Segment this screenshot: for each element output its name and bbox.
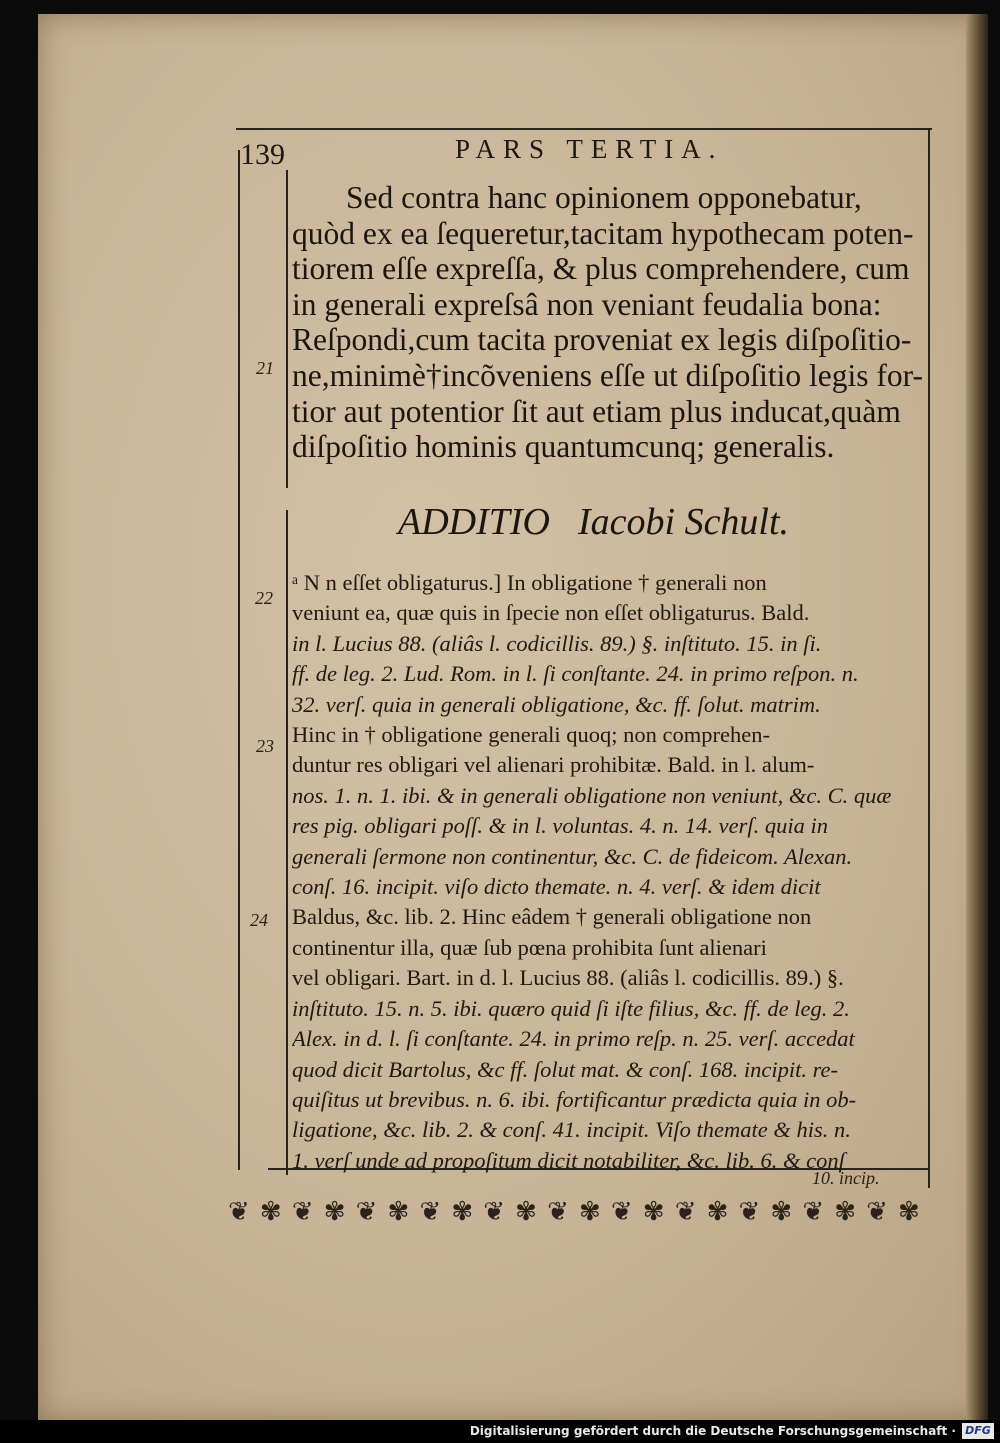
addition-label: ADDITIO xyxy=(398,501,550,543)
dfg-logo: DFG xyxy=(962,1423,994,1439)
main-text-line: quòd ex ea ſequeretur,tacitam hypothecam poten- xyxy=(292,215,914,251)
fleuron-icon: ✾ xyxy=(387,1197,408,1226)
note-line: Baldus, &c. lib. 2. Hinc eâdem † generali obligatione non xyxy=(292,904,812,930)
header-rule xyxy=(236,128,932,130)
page-number: 139 xyxy=(240,138,285,171)
right-margin-rule xyxy=(928,128,930,1188)
note-line: Hinc in † obligatione generali quoq; non comprehen- xyxy=(292,722,770,748)
fleuron-icon: ✾ xyxy=(706,1197,727,1226)
fleuron-icon: ❦ xyxy=(483,1197,504,1226)
note-line: quiſitus ut brevibus. n. 6. ibi. fortificantur prædicta quia in ob- xyxy=(292,1086,857,1112)
margin-number: 21 xyxy=(256,358,274,378)
footer-credit: Digitalisierung gefördert durch die Deutsche Forschungsgemeinschaft · xyxy=(469,1424,956,1438)
note-line: 32. verſ. quia in generali obligatione, &c. ff. ſolut. matrim. xyxy=(292,691,821,717)
note-line: duntur res obligari vel alienari prohibitæ. Bald. in l. alum- xyxy=(292,752,815,778)
footer-bar xyxy=(0,1420,1000,1443)
main-text-line: Reſpondi,cum tacita proveniat ex legis diſpoſitio- xyxy=(292,322,912,358)
note-margin-rule xyxy=(286,510,288,1175)
main-text xyxy=(292,180,924,465)
main-text-line: Sed contra hanc opinionem opponebatur, xyxy=(346,180,862,215)
note-line: continentur illa, quæ ſub pœna prohibita ſunt alienari xyxy=(292,934,767,960)
main-text-line: ne,minimè†incõveniens eſſe ut diſpoſitio legis for- xyxy=(292,357,923,393)
margin-number: 23 xyxy=(256,736,274,756)
note-line: in l. Lucius 88. (aliâs l. codicillis. 89.) §. inſtituto. 15. in ſi. xyxy=(292,630,822,656)
fleuron-icon: ❦ xyxy=(291,1197,312,1226)
note-line: nos. 1. n. 1. ibi. & in generali obligatione non veniunt, &c. C. quæ xyxy=(292,782,892,808)
note-line: res pig. obligari poſſ. & in l. voluntas. 4. n. 14. verſ. quia in xyxy=(292,813,829,839)
fleuron-icon: ✾ xyxy=(515,1197,535,1226)
catchword: 10. incip. xyxy=(812,1168,880,1188)
page-edge xyxy=(966,14,988,1422)
note-line: ᵃ N n eſſet obligaturus.] In obligatione † generali non xyxy=(292,570,767,595)
fleuron-icon: ❦ xyxy=(228,1197,248,1226)
main-text-line: tiorem eſſe expreſſa, & plus comprehendere, cum xyxy=(292,251,910,287)
fleuron-icon: ❦ xyxy=(610,1197,631,1226)
note-line: generali ſermone non continentur, &c. C. de fideicom. Alexan. xyxy=(292,843,853,869)
fleuron-icon: ✾ xyxy=(323,1197,344,1226)
fleuron-icon: ✾ xyxy=(834,1197,855,1226)
ornament-band xyxy=(228,1194,918,1230)
fleuron-icon: ❦ xyxy=(802,1197,823,1226)
addition-note xyxy=(292,568,924,1176)
fleuron-icon: ✾ xyxy=(770,1197,791,1226)
fleuron-icon: ✾ xyxy=(642,1197,663,1226)
margin-number: 22 xyxy=(255,588,273,608)
note-line: Alex. in d. l. ſi conſtante. 24. in primo reſp. n. 25. verſ. accedat xyxy=(292,1026,855,1052)
fleuron-icon: ✾ xyxy=(578,1197,599,1226)
fleuron-icon: ❦ xyxy=(674,1197,695,1226)
note-line: quod dicit Bartolus, &c ff. ſolut mat. & conſ. 168. incipit. re- xyxy=(292,1056,838,1082)
main-text-line: in generali expreſsâ non veniant feudalia bona: xyxy=(292,286,882,322)
fleuron-icon: ✾ xyxy=(451,1197,472,1226)
note-line: veniunt ea, quæ quis in ſpecie non eſſet obligaturus. Bald. xyxy=(292,600,810,626)
main-text-line: diſpoſitio hominis quantumcunq; generalis. xyxy=(292,429,835,465)
addition-author: Iacobi Schult. xyxy=(577,501,790,543)
outer-margin-rule xyxy=(238,150,240,1170)
fleuron-icon: ❦ xyxy=(419,1197,440,1226)
fleuron-icon: ✾ xyxy=(898,1197,918,1226)
fleuron-icon: ❦ xyxy=(355,1197,376,1226)
addition-heading xyxy=(398,500,789,544)
note-line: inſtituto. 15. n. 5. ibi. quæro quid ſi iſte filius, &c. ff. de leg. 2. xyxy=(292,995,850,1021)
running-head: PARS TERTIA. xyxy=(455,134,724,164)
main-text-line: tior aut potentior ſit aut etiam plus inducat,quàm xyxy=(292,393,901,429)
note-line: ff. de leg. 2. Lud. Rom. in l. ſi conſtante. 24. in primo reſpon. n. xyxy=(292,661,859,687)
note-line: vel obligari. Bart. in d. l. Lucius 88. (aliâs l. codicillis. 89.) §. xyxy=(292,965,844,991)
fleuron-icon: ❦ xyxy=(547,1197,567,1226)
fleuron-icon: ❦ xyxy=(866,1197,886,1226)
fleuron-icon: ✾ xyxy=(259,1197,280,1226)
note-line: 1. verſ unde ad propoſitum dicit notabiliter, &c. lib. 6. & conſ xyxy=(292,1147,845,1173)
margin-number: 24 xyxy=(250,910,268,930)
fleuron-icon: ❦ xyxy=(738,1197,759,1226)
note-line: conſ. 16. incipit. viſo dicto themate. n. 4. verſ. & idem dicit xyxy=(292,874,821,900)
note-line: ligatione, &c. lib. 2. & conſ. 41. incipit. Viſo themate & his. n. xyxy=(292,1117,851,1143)
text-margin-rule xyxy=(286,170,288,488)
